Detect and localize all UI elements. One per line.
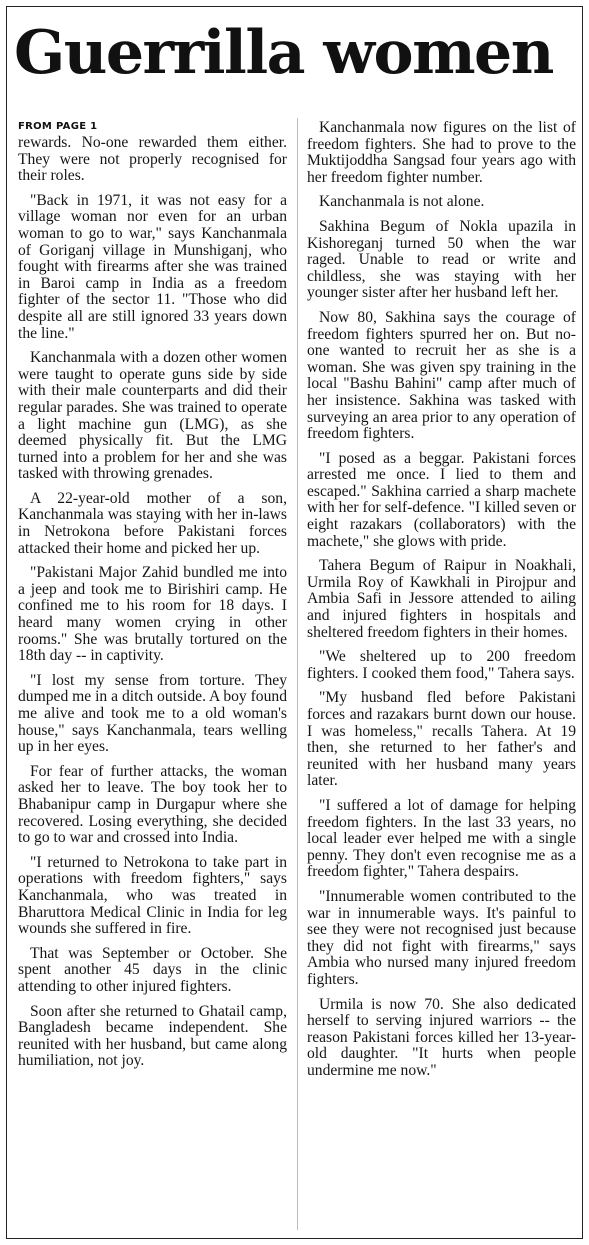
- paragraph: "I posed as a beggar. Pakistani forces arrested me once. I lied to them and escaped." Sakhina carried a sharp machete with her for self-defence. "I killed seven or eight razakars (collaborators) with the machete," she glows with pride.: [307, 449, 576, 550]
- paragraph: "I suffered a lot of damage for helping freedom fighters. In the last 33 years, no local leader ever helped me with a single penny. They don't even recognise me as a freedom fighter," Tahera despairs.: [307, 796, 576, 881]
- paragraph: "Innumerable women contributed to the war in innumerable ways. It's painful to see they were not recognised just because they did not fight with firearms," says Ambia who nursed many injured freedom fighters.: [307, 887, 576, 988]
- column-divider: [297, 118, 298, 1230]
- paragraph: Kanchanmala now figures on the list of freedom fighters. She had to prove to the Muktijoddha Sangsad four years ago with her freedom fighter number.: [307, 119, 576, 186]
- paragraph: That was September or October. She spent another 45 days in the clinic attending to other injured fighters.: [18, 944, 287, 995]
- paragraph: A 22-year-old mother of a son, Kanchanmala was staying with her in-laws in Netrokona before Pakistani forces attacked their home and picked her up.: [18, 489, 287, 557]
- paragraph: Sakhina Begum of Nokla upazila in Kishoreganj turned 50 when the war raged. Unable to read or write and childless, she was staying with her younger sister after her husband left her.: [307, 217, 576, 302]
- paragraph: "My husband fled before Pakistani forces and razakars burnt down our house. I was homeless," recalls Tahera. At 19 then, she returned to her father's and reunited with her husband many years later.: [307, 689, 576, 790]
- paragraph: Urmila is now 70. She also dedicated herself to serving injured warriors -- the reason Pakistani forces killed her 13-year-old daughter. "It hurts when people undermine me now.": [307, 995, 576, 1079]
- paragraph: Tahera Begum of Raipur in Noakhali, Urmila Roy of Kawkhali in Pirojpur and Ambia Safi in Jessore attended to ailing and injured fighters in hospitals and sheltered freedom fighters in their homes.: [307, 557, 576, 641]
- paragraph: "We sheltered up to 200 freedom fighters. I cooked them food," Tahera says.: [307, 648, 576, 682]
- continuation-kicker: FROM PAGE 1: [18, 121, 98, 132]
- headline: Guerrilla women: [14, 18, 553, 88]
- paragraph: "I returned to Netrokona to take part in operations with freedom fighters," says Kanchanmala, who was treated in Bharuttora Medical Clinic in India for leg wounds she suffered in fire.: [18, 853, 287, 938]
- paragraph: Now 80, Sakhina says the courage of freedom fighters spurred her on. But no-one wanted to recruit her as she is a woman. She was given spy training in the local "Bashu Bahini" camp after much of her insistence. Sakhina was tasked with surveying an area prior to any operation of freedom fighters.: [307, 308, 576, 443]
- article-column-right: [307, 120, 576, 1087]
- paragraph: "I lost my sense from torture. They dumped me in a ditch outside. A boy found me alive and took me to a old woman's house," says Kanchanmala, tears welling up in her eyes.: [18, 671, 287, 756]
- paragraph: For fear of further attacks, the woman asked her to leave. The boy took her to Bhabanipur camp in Durgapur where she recovered. Losing everything, she decided to go to war and crossed into India.: [18, 762, 287, 847]
- paragraph: Soon after she returned to Ghatail camp, Bangladesh became independent. She reunited with her husband, but came along humiliation, not joy.: [18, 1002, 287, 1070]
- paragraph: "Back in 1971, it was not easy for a village woman nor even for an urban woman to go to war," says Kanchanmala of Goriganj village in Munshiganj, who fought with firearms after she was trained in Baroi camp in India as a freedom fighter of the sector 11. "Those who did despite all are still ignored 33 years down the line.": [18, 191, 287, 342]
- paragraph: "Pakistani Major Zahid bundled me into a jeep and took me to Birishiri camp. He confined me to his room for 18 days. I heard many women crying in other rooms." She was brutally tortured on the 18th day -- in captivity.: [18, 564, 287, 665]
- article-column-left: [18, 120, 287, 1078]
- paragraph: Kanchanmala with a dozen other women were taught to operate guns side by side with their male counterparts and did their regular parades. She was trained to operate a light machine gun (LMG), as she deemed physically fit. But the LMG turned into a problem for her and she was tasked with throwing grenades.: [18, 349, 287, 483]
- paragraph: rewards. No-one rewarded them either. They were not properly recognised for their roles.: [18, 134, 287, 185]
- paragraph: Kanchanmala is not alone.: [319, 193, 485, 211]
